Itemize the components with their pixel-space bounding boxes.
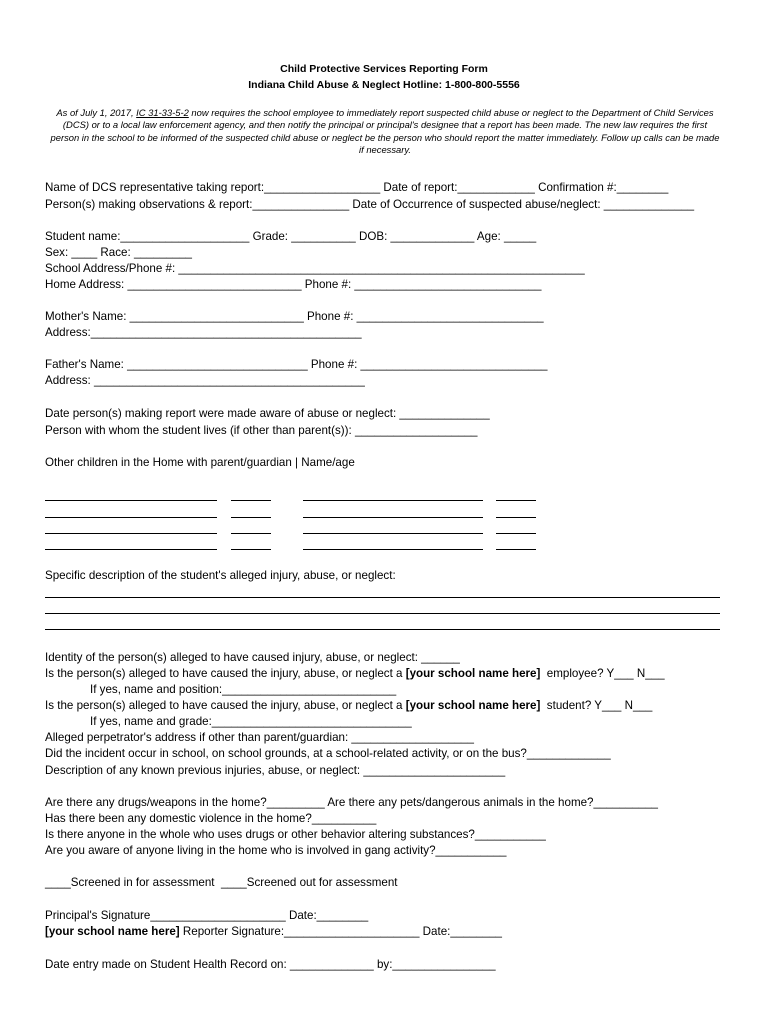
father-address-line[interactable]: Address: __________________________________________	[45, 374, 365, 387]
identity-line[interactable]: Identity of the person(s) alleged to have caused injury, abuse, or neglect: ______	[45, 651, 460, 664]
domestic-violence-line[interactable]: Has there been any domestic violence in the home?__________	[45, 812, 377, 825]
aware-date-line[interactable]: Date person(s) making report were made aware of abuse or neglect: ______________	[45, 407, 490, 420]
child-age-field[interactable]	[231, 533, 271, 534]
school-name-placeholder: [your school name here]	[405, 667, 541, 680]
law-notice: As of July 1, 2017, IC 31-33-5-2 now requires the school employee to immediately report suspected child abuse or neglect to the Department of Child Services (DCS) or to a local law enforcement agency, and then notify the principal or principal's designee that a report has been made. The new law requires the first person in the school to be informed of the suspected child abuse or neglect be the person who should report the matter immediately. Follow up calls can be made if necessary.	[50, 107, 720, 155]
student-line[interactable]: Student name:____________________ Grade: __________ DOB: _____________ Age: _____	[45, 230, 537, 243]
mother-line[interactable]: Mother's Name: ___________________________ Phone #: _____________________________	[45, 310, 544, 323]
injury-description-field[interactable]	[45, 629, 720, 630]
observer-line[interactable]: Person(s) making observations & report:_______________ Date of Occurrence of suspected abuse/neglect: ______________	[45, 198, 695, 211]
child-name-field[interactable]	[303, 517, 483, 518]
sex-race-line[interactable]: Sex: ____ Race: _________	[45, 246, 192, 259]
injury-description-field[interactable]	[45, 597, 720, 598]
reporter-signature-line[interactable]: [your school name here] Reporter Signature:_____________________ Date:________	[45, 925, 502, 938]
form-title: Child Protective Services Reporting Form	[280, 63, 488, 75]
previous-injuries-line[interactable]: Description of any known previous injuries, abuse, or neglect: ______________________	[45, 764, 506, 777]
perpetrator-address-line[interactable]: Alleged perpetrator's address if other than parent/guardian: ___________________	[45, 731, 474, 744]
child-age-field[interactable]	[496, 500, 536, 501]
hotline-line: Indiana Child Abuse & Neglect Hotline: 1-800-800-5556	[248, 79, 520, 91]
school-address-line[interactable]: School Address/Phone #: _______________________________________________________________	[45, 262, 585, 275]
school-name-placeholder: [your school name here]	[45, 925, 180, 938]
child-age-field[interactable]	[496, 517, 536, 518]
injury-description-field[interactable]	[45, 613, 720, 614]
child-name-field[interactable]	[45, 549, 217, 550]
student-grade-line[interactable]: If yes, name and grade:_______________________________	[90, 715, 412, 728]
gang-activity-line[interactable]: Are you aware of anyone living in the home who is involved in gang activity?___________	[45, 844, 507, 857]
child-name-field[interactable]	[45, 500, 217, 501]
screening-line[interactable]: ____Screened in for assessment ____Screened out for assessment	[45, 876, 398, 889]
child-age-field[interactable]	[231, 517, 271, 518]
student-question-line[interactable]: Is the person(s) alleged to have caused the injury, abuse, or neglect a [your school name here] student? Y___ N___	[45, 699, 653, 712]
mother-address-line[interactable]: Address:__________________________________________	[45, 326, 362, 339]
father-line[interactable]: Father's Name: ____________________________ Phone #: _____________________________	[45, 358, 548, 371]
child-age-field[interactable]	[496, 549, 536, 550]
statute-link[interactable]: IC 31-33-5-2	[136, 107, 189, 118]
principal-signature-line[interactable]: Principal's Signature_____________________ Date:________	[45, 909, 369, 922]
home-address-line[interactable]: Home Address: ___________________________ Phone #: _____________________________	[45, 278, 542, 291]
employee-question-line[interactable]: Is the person(s) alleged to have caused the injury, abuse, or neglect a [your school name here] employee? Y___ N___	[45, 667, 665, 680]
injury-description-label: Specific description of the student's alleged injury, abuse, or neglect:	[45, 569, 396, 582]
employee-name-line[interactable]: If yes, name and position:___________________________	[90, 683, 397, 696]
other-children-heading: Other children in the Home with parent/guardian | Name/age	[45, 456, 355, 469]
health-record-line[interactable]: Date entry made on Student Health Record on: _____________ by:________________	[45, 958, 496, 971]
child-age-field[interactable]	[231, 549, 271, 550]
child-name-field[interactable]	[303, 533, 483, 534]
child-age-field[interactable]	[496, 533, 536, 534]
substances-line[interactable]: Is there anyone in the whole who uses drugs or other behavior altering substances?___________	[45, 828, 546, 841]
child-name-field[interactable]	[45, 533, 217, 534]
incident-location-line[interactable]: Did the incident occur in school, on school grounds, at a school-related activity, or on the bus?_____________	[45, 747, 611, 760]
child-age-field[interactable]	[231, 500, 271, 501]
child-name-field[interactable]	[303, 549, 483, 550]
child-name-field[interactable]	[303, 500, 483, 501]
lives-with-line[interactable]: Person with whom the student lives (if other than parent(s)): ___________________	[45, 424, 478, 437]
dcs-representative-line[interactable]: Name of DCS representative taking report:__________________ Date of report:____________ Confirmation #:________	[45, 181, 669, 194]
school-name-placeholder: [your school name here]	[405, 699, 541, 712]
drugs-pets-line[interactable]: Are there any drugs/weapons in the home?_________ Are there any pets/dangerous animals in the home?__________	[45, 796, 658, 809]
child-name-field[interactable]	[45, 517, 217, 518]
